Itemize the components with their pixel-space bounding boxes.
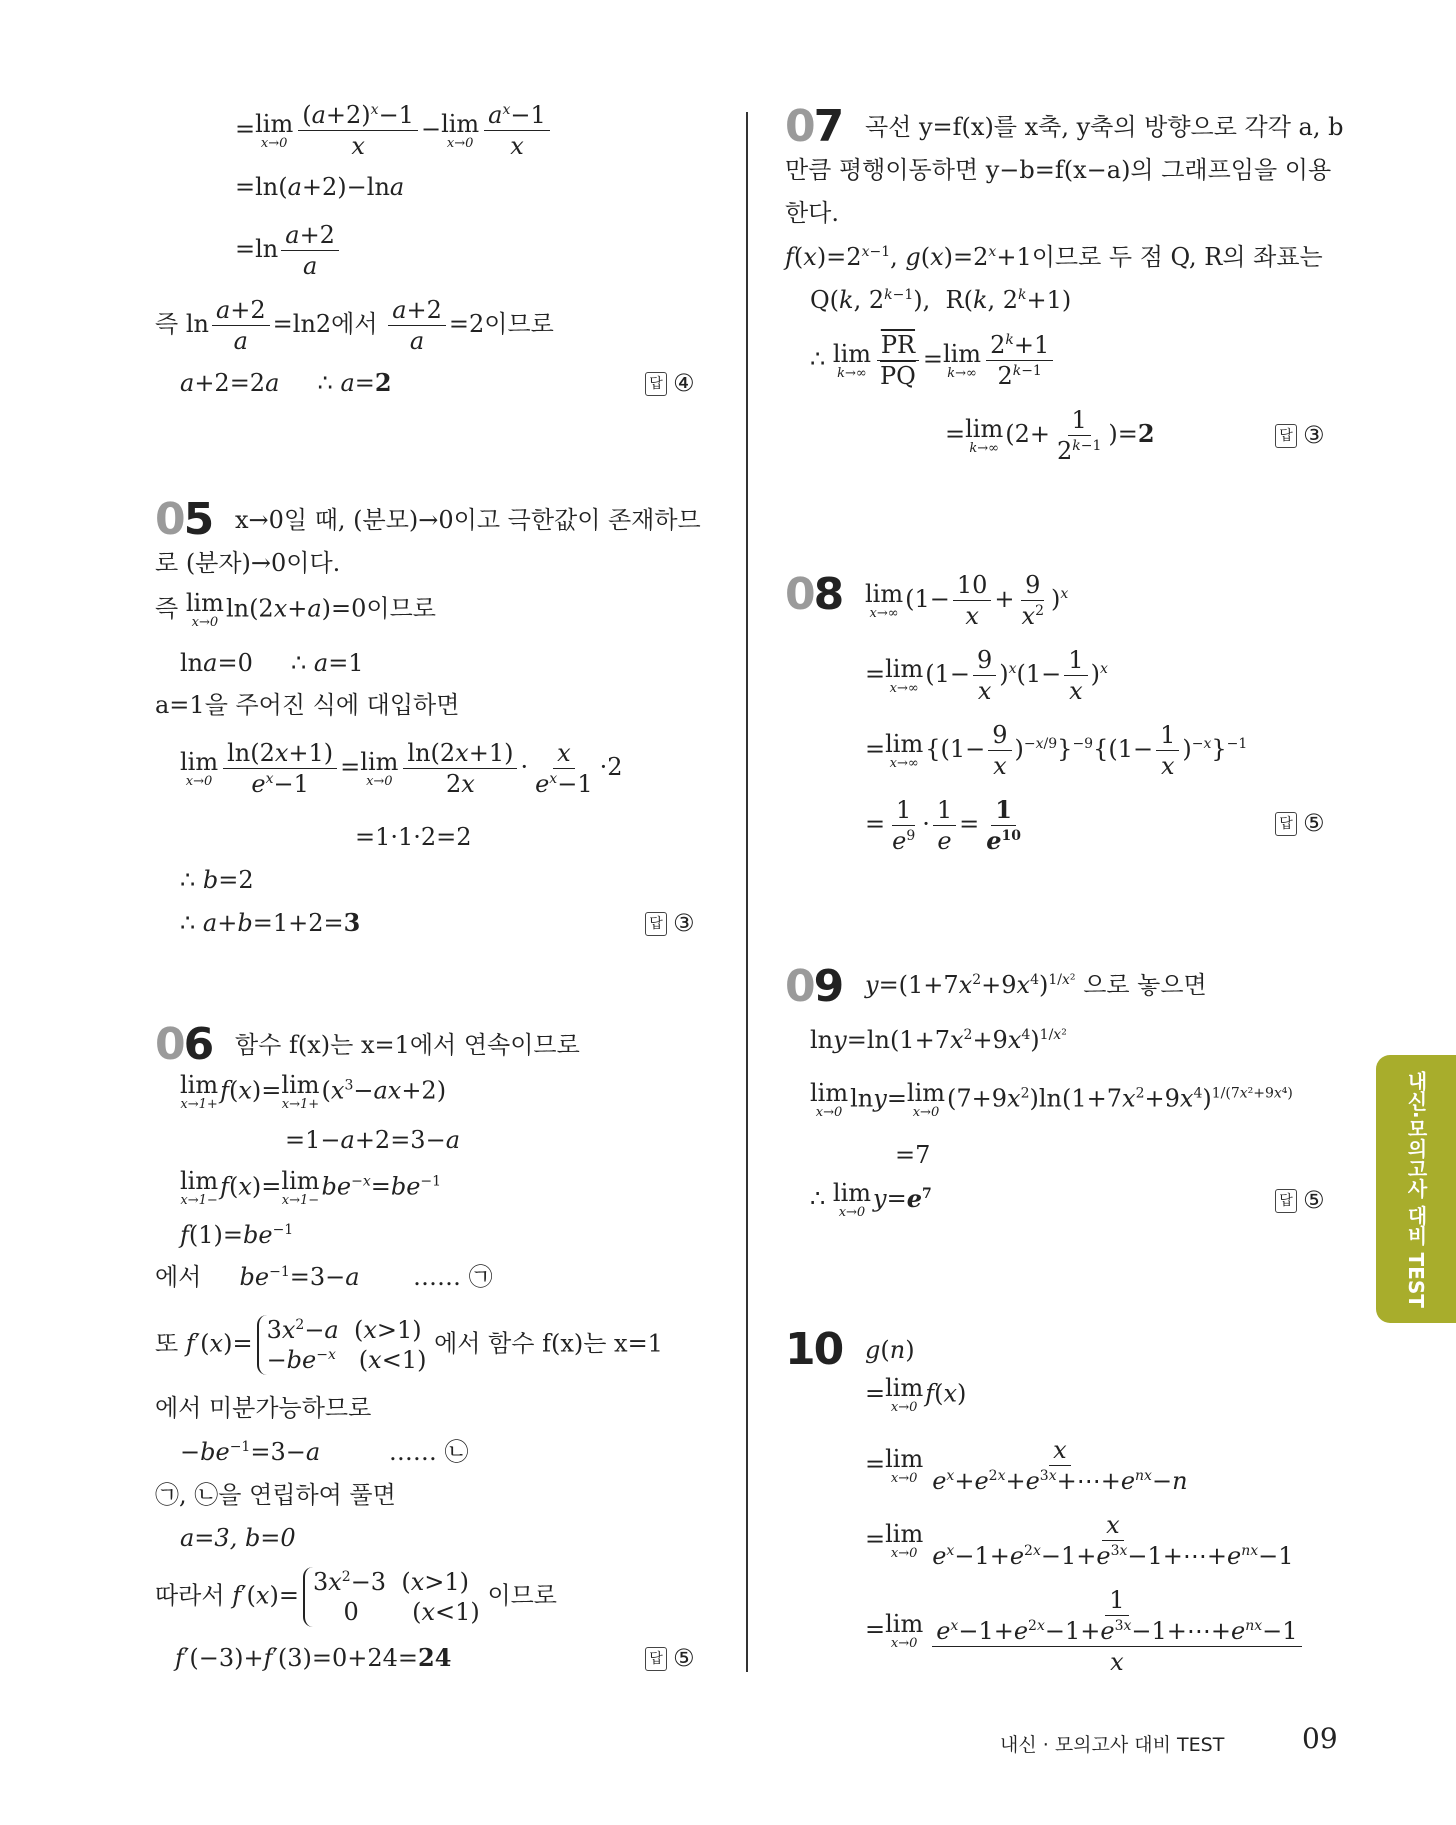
- p06-line13: f′(−3)+f′(3)=0+24=24: [175, 1643, 452, 1672]
- page-number: 09: [1302, 1722, 1338, 1755]
- p10-line5: = lim x→0 $\frac{1}{\frac{e^x-1+e^{2x}-1+e^{3x}-1+\cdots+e^{nx}-1}{x}}$: [865, 1585, 1309, 1677]
- p07-number: 07: [785, 101, 843, 152]
- p05-line6: lim x→0 $\frac{\ln(2x+1)}{e^x-1}$ = lim x→0 $\frac{\ln(2x+1)}{2x}$ · $\frac{x}{e^x-1}$ ·2: [180, 739, 623, 798]
- p05-line8: ∴ b=2: [180, 866, 254, 894]
- p09-answer: [1275, 1185, 1325, 1215]
- p09-answer-value: ⑤: [1303, 1186, 1325, 1214]
- p06-e1: 에서: [155, 1263, 202, 1291]
- p04-line3: =ln $\frac{a+2}{a}$: [235, 220, 342, 281]
- p07-line4: $f(x)=2^{x-1}$, $g(x)=2^x+1$이므로 두 점 Q, R의 좌표는: [785, 243, 1323, 271]
- p04-line2: =ln(a+2)−lna: [235, 173, 405, 201]
- p04-line1: = lim x→0 $\frac{(a+2)^x-1}{x}$ − lim x→0 $\frac{a^x-1}{x}$: [235, 100, 553, 161]
- p06-line3: =1−a+2=3−a: [285, 1126, 460, 1154]
- p04-t1: 즉: [155, 310, 179, 338]
- p06-line2: lim x→1+ f(x)= lim x→1+ $(x^3-ax+2)$: [180, 1071, 447, 1112]
- p05-answer: [645, 908, 695, 938]
- p09-line2: $\ln y=\ln(1+7x^2+9x^4)^{1/x^2}$: [810, 1026, 1067, 1054]
- p05-line3: 즉 lim x→0 ln(2x+a)=0이므로: [155, 589, 436, 630]
- p10-number: 10: [785, 1324, 843, 1375]
- p10-line4: = lim x→0 $\frac{x}{e^x-1+e^{2x}-1+e^{3x}-1+\cdots+e^{nx}-1}$: [865, 1511, 1294, 1570]
- p08-line3: = lim x→∞ {(1− $\frac{9}{x}$ )$^{-x/9}$}$^{-9}${(1− $\frac{1}{x}$ )$^{-x}$}$^{-1}$: [865, 721, 1248, 780]
- p09-number: 09: [785, 961, 843, 1012]
- p10-line1: g(n): [865, 1336, 915, 1364]
- p06-line11: a=3, b=0: [180, 1524, 296, 1552]
- p06-line6: 에서 $be^{-1}=3-a$ …… ㉠: [155, 1263, 493, 1291]
- p09-intro: 으로 놓으면: [1083, 971, 1207, 999]
- footer-title: 내신 · 모의고사 대비 TEST: [1000, 1734, 1225, 1756]
- p05-intro1: x→0일 때, (분모)→0이고 극한값이 존재하므: [235, 506, 701, 534]
- column-divider: [746, 112, 748, 1672]
- p04-t3: 이므로: [484, 310, 554, 338]
- p09-line4: =7: [895, 1141, 931, 1169]
- p05-intro2: 로 (분자)→0이다.: [155, 549, 341, 577]
- p08-line1: lim x→∞ (1− $\frac{10}{x}$ + $\frac{9}{x^2}$ )$^x$: [865, 571, 1069, 630]
- answer-box-icon: 답: [645, 1647, 667, 1671]
- p08-number: 08: [785, 569, 843, 620]
- p07-intro2: 만큼 평행이동하면 y−b=f(x−a)의 그래프임을 이용: [785, 156, 1332, 184]
- answer-box-icon: 답: [645, 372, 667, 396]
- p06-e3tag: …… ㉡: [388, 1438, 469, 1466]
- answer-box-icon: 답: [645, 912, 667, 936]
- p04-t2: 에서: [331, 310, 378, 338]
- side-tab: 내신·모의고사 대비 TEST: [1376, 1055, 1456, 1323]
- p09-line3: lim x→0 lny= lim x→0 $(7+9x^2)\ln(1+7x^2+9x^4)^{1/(7x^2+9x^4)}$: [810, 1079, 1293, 1120]
- p07-answer: [1275, 420, 1325, 450]
- p05-l3a: 즉: [155, 594, 179, 623]
- p07-answer-value: ③: [1303, 421, 1325, 449]
- p04-line4: 즉 ln $\frac{a+2}{a}$ =ln2에서 $\frac{a+2}{a}$ =2이므로: [155, 296, 554, 355]
- answer-box-icon: 답: [1275, 424, 1297, 448]
- p04-line5: a+2=2a ∴ a=2: [180, 368, 392, 397]
- p04-answer: [645, 368, 695, 398]
- p07-intro3: 한다.: [785, 199, 839, 227]
- p07-line7: = lim k→∞ (2+ $\frac{1}{2^{k-1}}$ )=2: [945, 406, 1155, 465]
- p06-e2b: 에서 함수 f(x)는 x=1: [434, 1329, 663, 1358]
- p06-answer-value: ⑤: [673, 1644, 695, 1672]
- p10-line2: = lim x→0 f(x): [865, 1374, 967, 1415]
- p06-intro: 함수 f(x)는 x=1에서 연속이므로: [235, 1031, 580, 1059]
- p05-line7: =1·1·2=2: [355, 823, 472, 851]
- p06-line7: 또 f′(x)= $3x^2-a$ (x>1) $-be^{-x}$ (x<1) 에서 함수 f(x)는 x=1: [155, 1316, 663, 1374]
- p08-line4: = $\frac{1}{e^9}$ · $\frac{1}{e}$ = $\frac{1}{e^{10}}$: [865, 795, 1022, 855]
- answer-box-icon: 답: [1275, 812, 1297, 836]
- p05-line9: ∴ a+b=1+2=3: [180, 908, 361, 937]
- p07-l4b: 이므로 두 점 Q, R의 좌표는: [1031, 243, 1323, 271]
- p06-number: 06: [155, 1019, 213, 1070]
- p06-e2a: 또: [155, 1329, 179, 1358]
- p06-line9: $-be^{-1}=3-a$ …… ㉡: [180, 1438, 469, 1466]
- p07-intro1: 곡선 y=f(x)를 x축, y축의 방향으로 각각 a, b: [865, 113, 1344, 141]
- p05-number: 05: [155, 494, 213, 545]
- p08-line2: = lim x→∞ (1− $\frac{9}{x}$ )$^x$(1− $\frac{1}{x}$ )$^x$: [865, 646, 1108, 705]
- p06-line10: ㉠, ㉡을 연립하여 풀면: [155, 1481, 396, 1509]
- p04-answer-value: ④: [673, 369, 695, 397]
- p07-line6: ∴ lim k→∞ $\frac{\overline{PR}}{PQ}$ = lim k→∞ $\frac{2^k+1}{2^{k-1}}$: [810, 330, 1056, 391]
- p09-line5: ∴ lim x→0 $y=e^7$: [810, 1179, 932, 1220]
- p08-answer-value: ⑤: [1303, 809, 1325, 837]
- p10-line3: = lim x→0 $\frac{x}{e^x+e^{2x}+e^{3x}+\cdots+e^{nx}-n}$: [865, 1436, 1188, 1495]
- p06-e1tag: …… ㉠: [412, 1263, 493, 1291]
- p06-line12: 따라서 f′(x)= $3x^2-3$ (x>1) 0 (x<1) 이므로: [155, 1568, 557, 1626]
- answer-box-icon: 답: [1275, 1189, 1297, 1213]
- p06-line4: lim x→1− f(x)= lim x→1− $be^{-x}=be^{-1}$: [180, 1167, 442, 1208]
- p06-e6b: 이므로: [487, 1581, 557, 1610]
- p05-line4: lna=0 ∴ a=1: [180, 649, 364, 677]
- p05-line5: a=1을 주어진 식에 대입하면: [155, 691, 460, 719]
- p06-line5: $f(1)=be^{-1}$: [180, 1221, 294, 1249]
- p06-line8: 에서 미분가능하므로: [155, 1394, 372, 1422]
- p05-answer-value: ③: [673, 909, 695, 937]
- p09-line1: $y=(1+7x^2+9x^4)^{1/x^2}$ 으로 놓으면: [865, 971, 1207, 999]
- p05-l3b: 이므로: [366, 594, 436, 623]
- p08-answer: [1275, 808, 1325, 838]
- p06-answer: [645, 1643, 695, 1673]
- p07-line5: Q(k, $2^{k-1}$), R(k, $2^k+1$): [810, 286, 1072, 314]
- p06-e6a: 따라서: [155, 1581, 225, 1610]
